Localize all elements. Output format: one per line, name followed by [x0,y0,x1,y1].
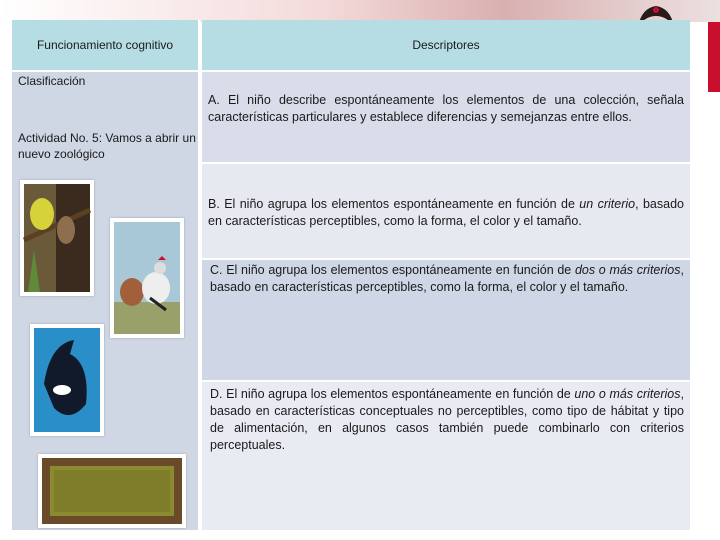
header-col2-label: Descriptores [412,38,480,52]
descriptor-a-text: A. El niño describe espontáneamente los elementos de una colección, señala características particulares y establece diferencias y semejanzas entre ellos. [208,93,684,124]
descriptor-row-d [202,380,690,530]
descriptor-b-text [202,196,690,230]
hens-image [110,218,184,338]
descriptor-row-b [202,162,690,258]
activity-label: Actividad No. 5: Vamos a abrir un nuevo zoológico [18,131,196,161]
descriptor-c-text [202,262,690,296]
orca-card [30,324,104,436]
red-accent-bar [708,22,720,92]
orca-image [30,324,104,436]
top-banner [0,0,720,22]
descriptor-d-part1: D. El niño agrupa los elementos espontáneamente en función de [210,387,575,401]
frame-card [38,454,186,528]
descriptor-c-criterion: dos o más criterios [574,263,681,277]
descriptor-d-part2: , basado en características conceptuales no perceptibles, como tipo de hábitat y tipo de alimentación, en algunos casos también puede combinarlo con criterios perceptuales. [210,387,684,452]
descriptor-d-criterion: uno o más criterios [574,387,681,401]
descriptor-b-part2: , basado en características perceptibles, como la forma, el color y el tamaño. [208,197,684,228]
descriptor-table [12,20,690,530]
descriptor-row-c [202,258,690,380]
header-cognitive-function [12,20,200,70]
descriptor-row-a [202,70,690,162]
header-descriptors [202,20,690,70]
wooden-frame-image [38,454,186,528]
descriptor-b-criterion: un criterio [579,197,636,211]
classification-label: Clasificación [18,74,86,88]
bird-on-branch-image [20,180,94,296]
descriptor-b-part1: B. El niño agrupa los elementos espontáneamente en función de [208,197,580,211]
descriptor-d-text [202,386,690,454]
descriptor-c-part1: C. El niño agrupa los elementos espontáneamente en función de [210,263,575,277]
header-col1-label: Funcionamiento cognitivo [36,38,174,52]
descriptor-c-part2: , basado en características perceptibles, como la forma, el color y el tamaño. [210,263,684,294]
bird-card [20,180,94,296]
hens-card [110,218,184,338]
